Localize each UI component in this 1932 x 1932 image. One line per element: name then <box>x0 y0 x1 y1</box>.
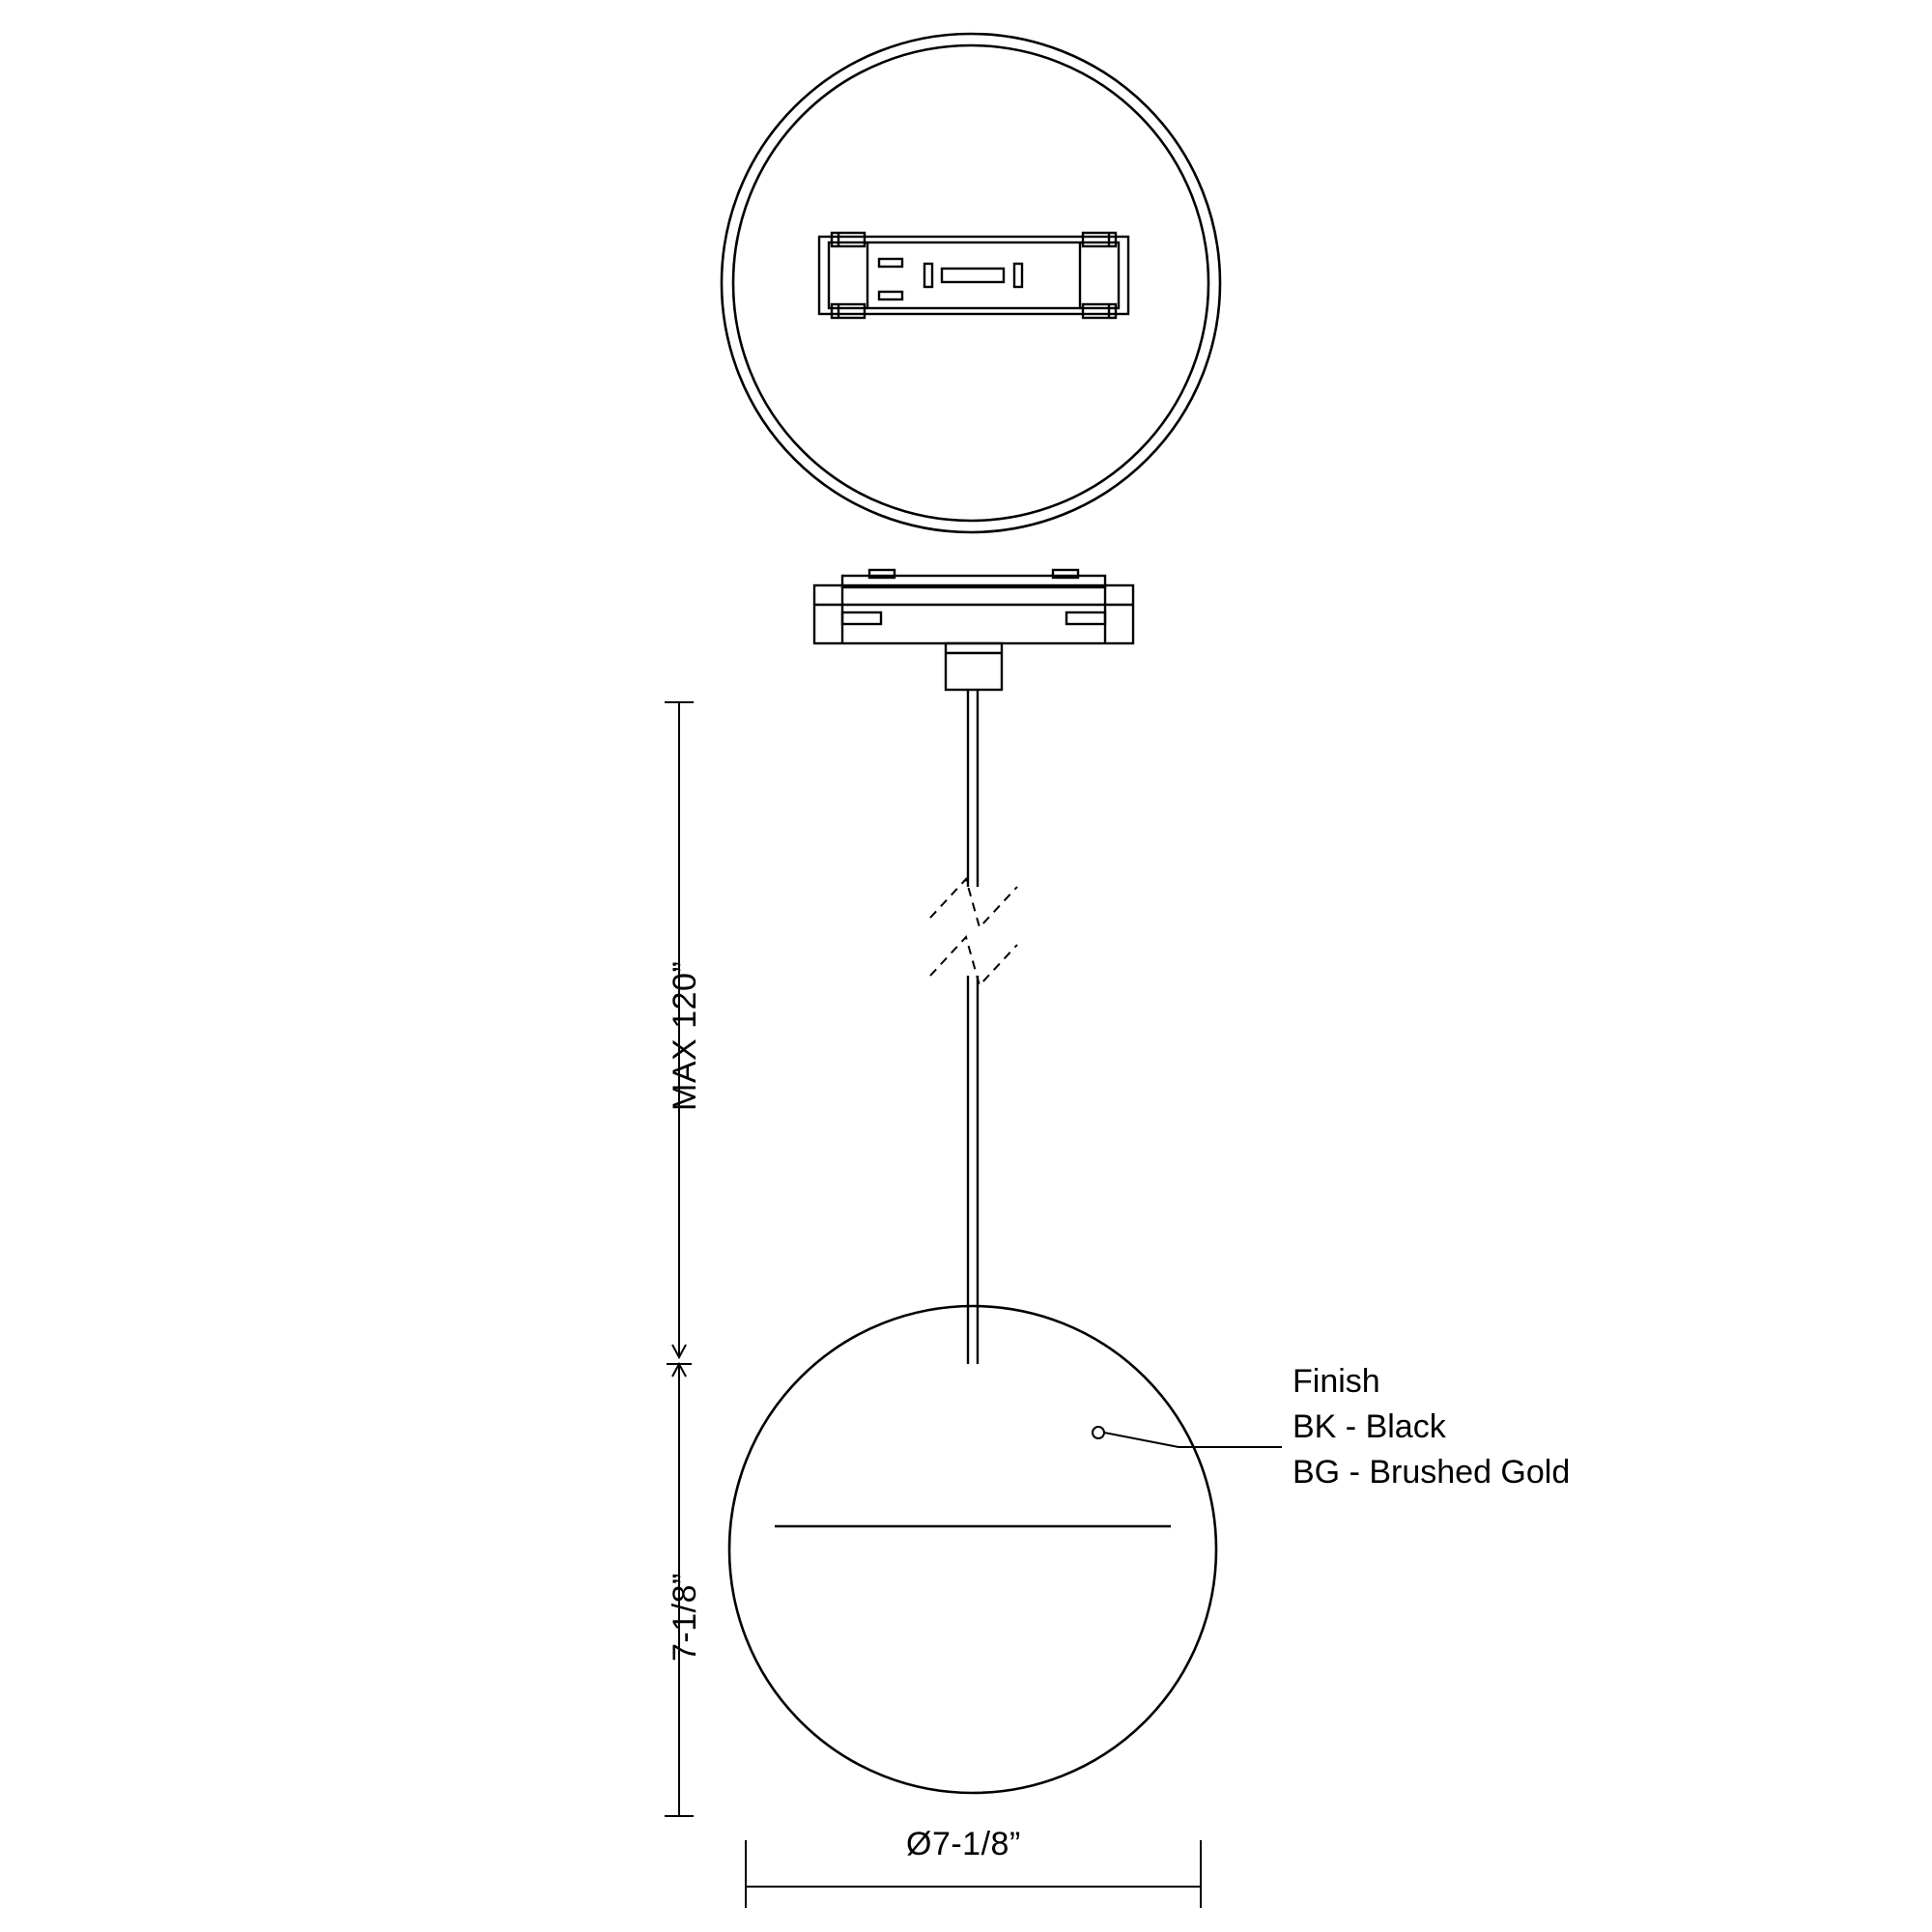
bracket-tab-left-top <box>832 233 865 246</box>
dimension-label-globe-diameter: Ø7-1/8” <box>906 1826 1021 1862</box>
break-symbol <box>930 879 1017 985</box>
stem-collar <box>946 643 1002 690</box>
bracket-tab-right-bottom <box>1083 304 1116 318</box>
side-view-canopy <box>814 570 1133 690</box>
bracket-slot-center <box>942 269 1004 282</box>
finish-option-bk: BK - Black <box>1293 1408 1446 1445</box>
bracket-slot-vert-left <box>924 264 932 287</box>
finish-leader-dot <box>1093 1427 1104 1438</box>
bracket-slot-left-small-2 <box>879 292 902 299</box>
finish-note <box>1293 1359 1570 1495</box>
bracket-inner-outline <box>829 242 1119 308</box>
break-line-lower <box>930 937 1017 985</box>
bracket-slot-left-small <box>879 259 902 267</box>
finish-heading: Finish <box>1293 1363 1380 1400</box>
dimension-label-globe-height: 7-1/8” <box>667 1573 703 1662</box>
bracket-outline <box>819 237 1128 314</box>
canopy-plate <box>814 585 1133 643</box>
finish-option-bg: BG - Brushed Gold <box>1293 1454 1571 1491</box>
dimension-label-max-drop: MAX 120” <box>667 960 703 1111</box>
stem-group <box>968 690 978 1364</box>
bracket-tab-left-bottom <box>832 304 865 318</box>
bracket-slot-vert-right <box>1014 264 1022 287</box>
canopy-slot-left <box>842 612 881 624</box>
break-line-upper <box>930 879 1017 927</box>
globe-group <box>729 1306 1216 1793</box>
top-view-bracket <box>819 233 1128 318</box>
canopy-slot-right <box>1066 612 1105 624</box>
bracket-tab-right-top <box>1083 233 1116 246</box>
globe-circle <box>729 1306 1216 1793</box>
